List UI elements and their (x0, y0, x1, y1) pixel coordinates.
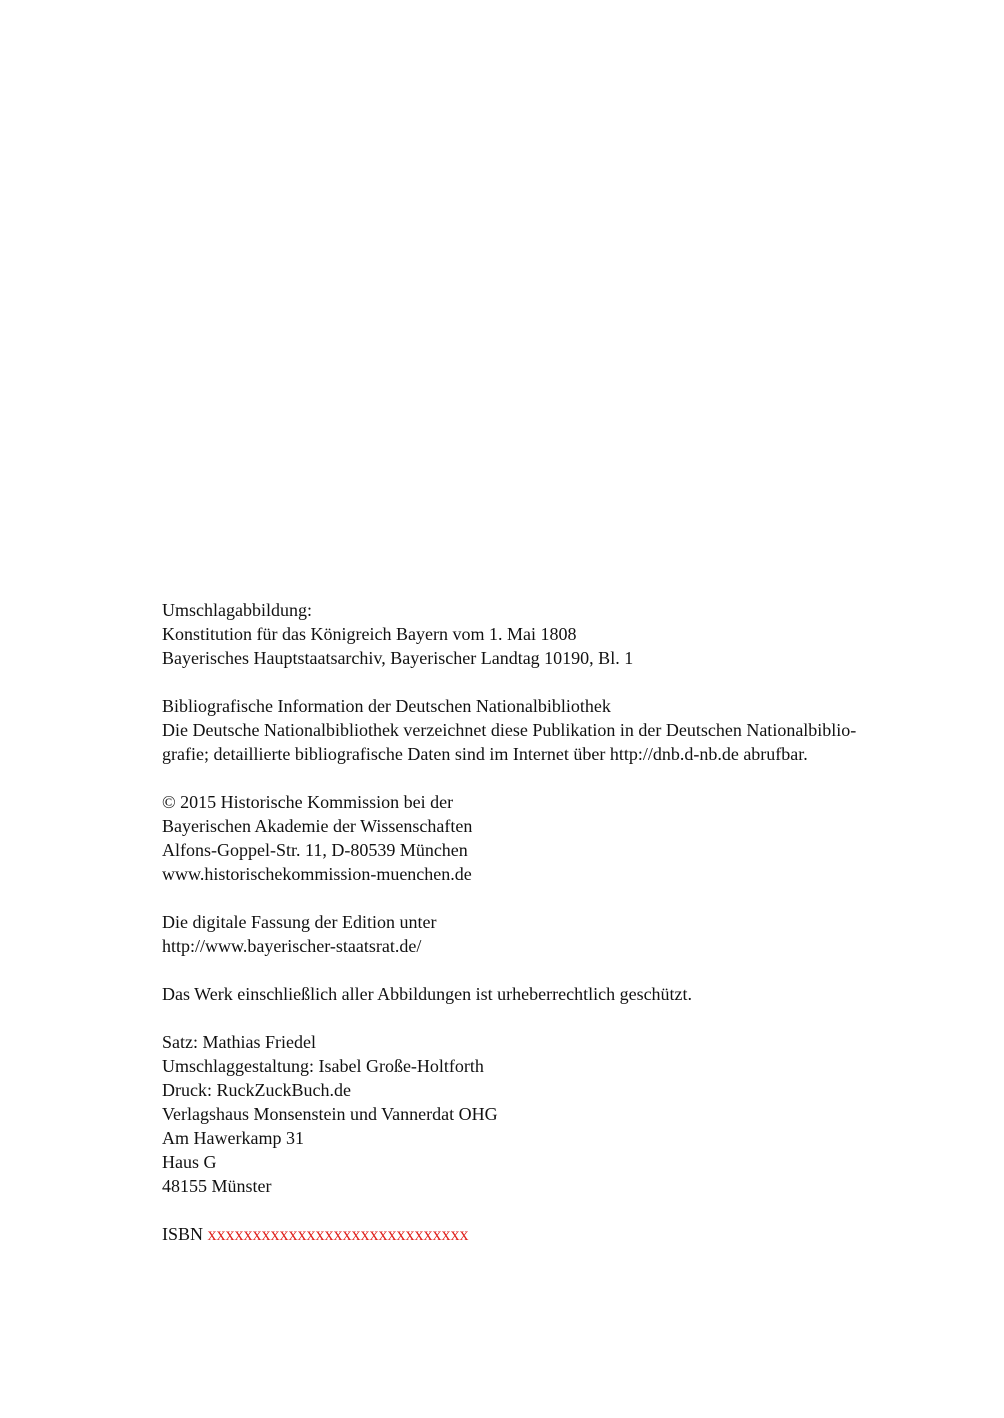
copyright-url: www.historischekommission-muenchen.de (162, 864, 472, 884)
printing-credit: Druck: RuckZuckBuch.de (162, 1080, 351, 1100)
publisher-building: Haus G (162, 1152, 217, 1172)
bibliographic-heading: Bibliografische Information der Deutschen Nationalbibliothek (162, 696, 611, 716)
isbn-label: ISBN (162, 1224, 204, 1244)
publisher-name: Verlagshaus Monsenstein und Vannerdat OHG (162, 1104, 498, 1124)
copyright-line: © 2015 Historische Kommission bei der (162, 792, 454, 812)
bibliographic-line: Die Deutsche Nationalbibliothek verzeichnet diese Publikation in der Deutschen Nationalbiblio- (162, 720, 857, 740)
spacer (162, 670, 962, 694)
cover-design-credit: Umschlaggestaltung: Isabel Große-Holtforth (162, 1056, 484, 1076)
spacer (162, 1198, 962, 1222)
typesetting-credit: Satz: Mathias Friedel (162, 1032, 316, 1052)
copyright-line: Alfons-Goppel-Str. 11, D-80539 München (162, 840, 468, 860)
digital-edition-line: Die digitale Fassung der Edition unter (162, 912, 437, 932)
cover-heading: Umschlagabbildung: (162, 600, 312, 620)
cover-line: Konstitution für das Königreich Bayern vom 1. Mai 1808 (162, 624, 577, 644)
digital-edition-url: http://www.bayerischer-staatsrat.de/ (162, 936, 422, 956)
spacer (162, 886, 962, 910)
isbn-value: xxxxxxxxxxxxxxxxxxxxxxxxxxxxx (207, 1224, 469, 1244)
rights-notice: Das Werk einschließlich aller Abbildungen ist urheberrechtlich geschützt. (162, 984, 693, 1004)
spacer (162, 958, 962, 982)
imprint-block (162, 598, 962, 1246)
spacer (162, 766, 962, 790)
spacer (162, 1006, 962, 1030)
publisher-street: Am Hawerkamp 31 (162, 1128, 304, 1148)
isbn-line (162, 1222, 962, 1246)
publisher-city: 48155 Münster (162, 1176, 272, 1196)
bibliographic-line: grafie; detaillierte bibliografische Daten sind im Internet über http://dnb.d-nb.de abrufbar. (162, 744, 808, 764)
cover-line: Bayerisches Hauptstaatsarchiv, Bayerischer Landtag 10190, Bl. 1 (162, 648, 634, 668)
copyright-line: Bayerischen Akademie der Wissenschaften (162, 816, 473, 836)
